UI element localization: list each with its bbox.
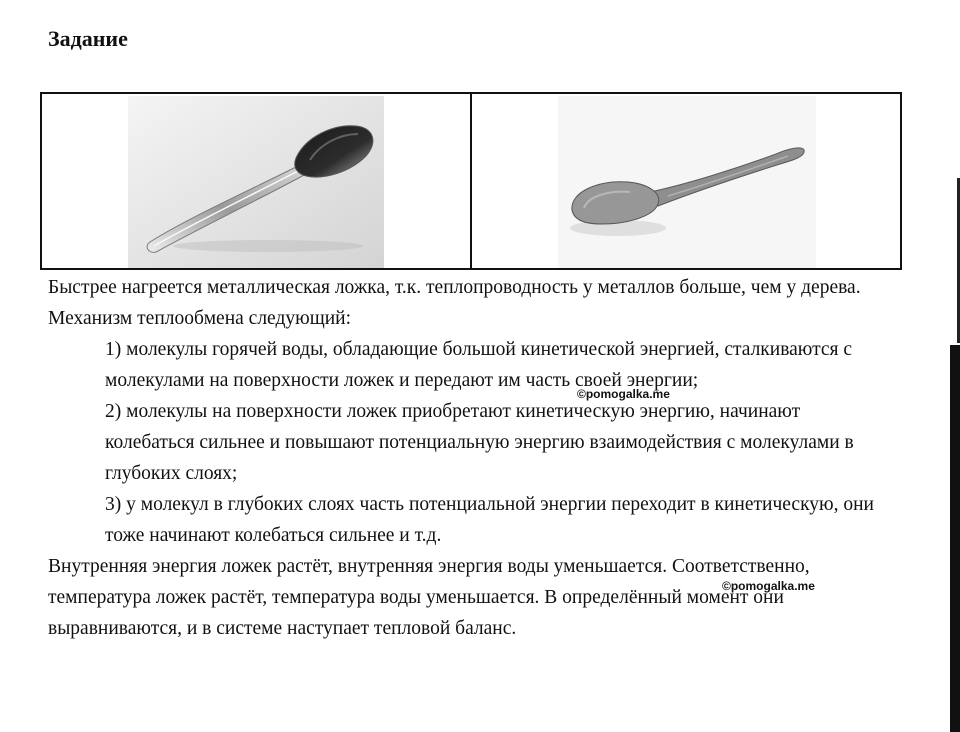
image-cell-metal-spoon (42, 94, 470, 268)
paragraph-summary: Внутренняя энергия ложек растёт, внутренняя энергия воды уменьшается. Соответственно, температура ложек растёт, температура воды уменьшается. В определённый момент они выравниваются, и в системе наступает тепловой баланс. (48, 556, 810, 639)
wooden-spoon-image (558, 96, 816, 268)
task-title: Задание (48, 26, 128, 51)
image-table (40, 92, 902, 270)
paragraph-conclusion: Быстрее нагреется металлическая ложка, т.к. теплопроводность у металлов больше, чем у дерева. (48, 277, 861, 298)
paragraph-mechanism-heading: Механизм теплообмена следующий: (48, 308, 352, 329)
edge-bar (950, 345, 960, 732)
list-item-2: 2) молекулы на поверхности ложек приобретают кинетическую энергию, начинают колебаться сильнее и повышают потенциальную энергию взаимодействия с молекулами в глубоких слоях; (105, 401, 854, 484)
watermark-1: ©pomogalka.me (577, 387, 670, 401)
metal-spoon-image (128, 96, 384, 268)
list-item-1: 1) молекулы горячей воды, обладающие большой кинетической энергией, сталкиваются с молекулами на поверхности ложек и передают им часть своей энергии; (105, 339, 853, 391)
image-cell-wooden-spoon (470, 94, 900, 268)
list-item-3: 3) у молекул в глубоких слоях часть потенциальной энергии переходит в кинетическую, они тоже начинают колебаться сильнее и т.д. (105, 494, 874, 546)
watermark-2: ©pomogalka.me (722, 579, 815, 593)
